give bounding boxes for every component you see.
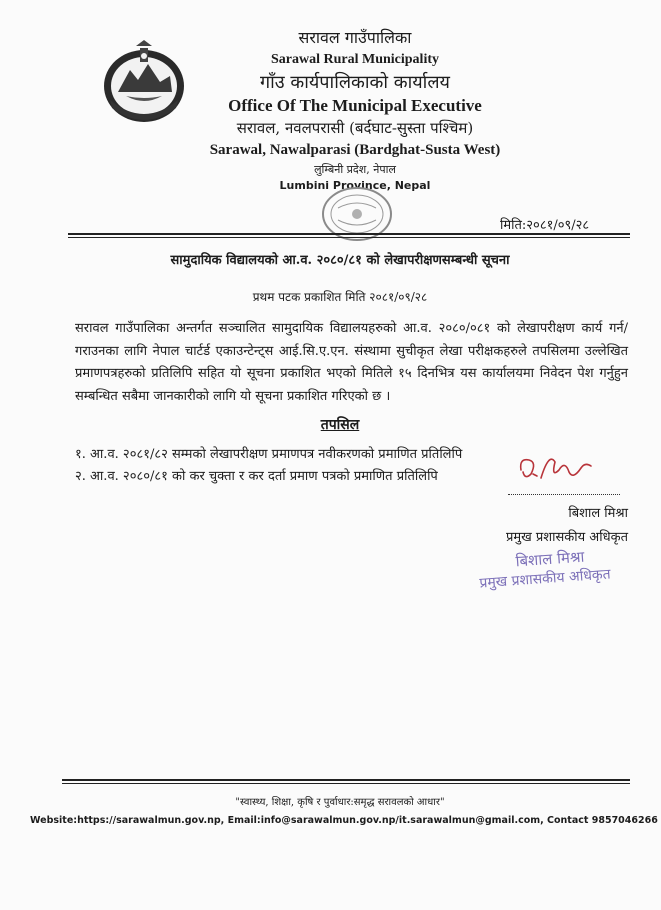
name-stamp: बिशाल मिश्रा xyxy=(515,547,585,571)
header-divider-thin xyxy=(68,237,630,238)
office-name-np: गाँउ कार्यपालिकाको कार्यालय xyxy=(260,72,450,93)
signatory-name: बिशाल मिश्रा xyxy=(568,506,628,521)
signature-icon xyxy=(515,448,595,490)
notice-subject: सामुदायिक विद्यालयको आ.व. २०८०/८१ को लेखापरीक्षणसम्बन्धी सूचना xyxy=(170,253,510,268)
title-stamp: प्रमुख प्रशासकीय अधिकृत xyxy=(478,566,612,592)
published-date: प्रथम पटक प्रकाशित मिति २०८१/०९/२८ xyxy=(252,290,428,304)
address-en: Sarawal, Nawalparasi (Bardghat-Susta West) xyxy=(209,142,501,158)
list-item: १. आ.व. २०८१/८२ सम्मको लेखापरीक्षण प्रमाणपत्र नवीकरणको प्रमाणित प्रतिलिपि xyxy=(75,447,463,462)
notice-date: मिति:२०८१/०९/२८ xyxy=(500,218,590,233)
municipality-name-en: Sarawal Rural Municipality xyxy=(270,52,439,67)
signature-line xyxy=(508,494,620,495)
government-emblem-icon xyxy=(96,40,192,126)
municipality-name-np: सरावल गाउँपालिका xyxy=(298,28,412,47)
address-np: सरावल, नवलपरासी (बर्दघाट-सुस्ता पश्चिम) xyxy=(236,119,474,137)
footer-divider xyxy=(62,779,630,781)
office-name-en: Office Of The Municipal Executive xyxy=(228,96,482,115)
signatory-title: प्रमुख प्रशासकीय अधिकृत xyxy=(505,530,628,545)
footer-tagline: "स्वास्थ्य, शिक्षा, कृषि र पुर्वाधार:समृद्ध सरावलको आधार" xyxy=(235,797,445,808)
list-item: २. आ.व. २०८०/८१ को कर चुक्ता र कर दर्ता प्रमाण पत्रको प्रमाणित प्रतिलिपि xyxy=(75,469,438,484)
office-seal-stamp-icon xyxy=(318,184,396,244)
notice-body: सरावल गाउँपालिका अन्तर्गत सञ्चालित सामुदायिक विद्यालयहरुको आ.व. २०८०/०८१ को लेखापरीक्षण कार्य गर्न/गराउनका लागि नेपाल चार्टर्ड एकाउन्टेन्ट्स आई.सि.ए.एन. संस्थामा सुचीकृत लेखा परीक्षकहरुले तपसिलमा उल्लेखित प्रमाणपत्रहरुको प्रतिलिपि सहित यो सूचना प्रकाशित भएको मितिले १५ दिनभित्र यस कार्यालयमा निवेदन पेश गर्नुहुन सम्बन्धित सबैमा जानकारीको लागि यो सूचना प्रकाशित गरिएको छ । xyxy=(75,321,628,404)
province-np: लुम्बिनी प्रदेश, नेपाल xyxy=(314,163,396,176)
header-divider xyxy=(68,233,630,235)
footer-contact: Website:https://sarawalmun.gov.np, Email:info@sarawalmun.gov.np/it.sarawalmun@gmail.com, Contact 9857046266 xyxy=(30,815,658,826)
province-en: Lumbini Province, Nepal xyxy=(279,179,431,192)
footer-divider-thin xyxy=(62,783,630,784)
tapasil-heading: तपसिल xyxy=(320,417,360,433)
